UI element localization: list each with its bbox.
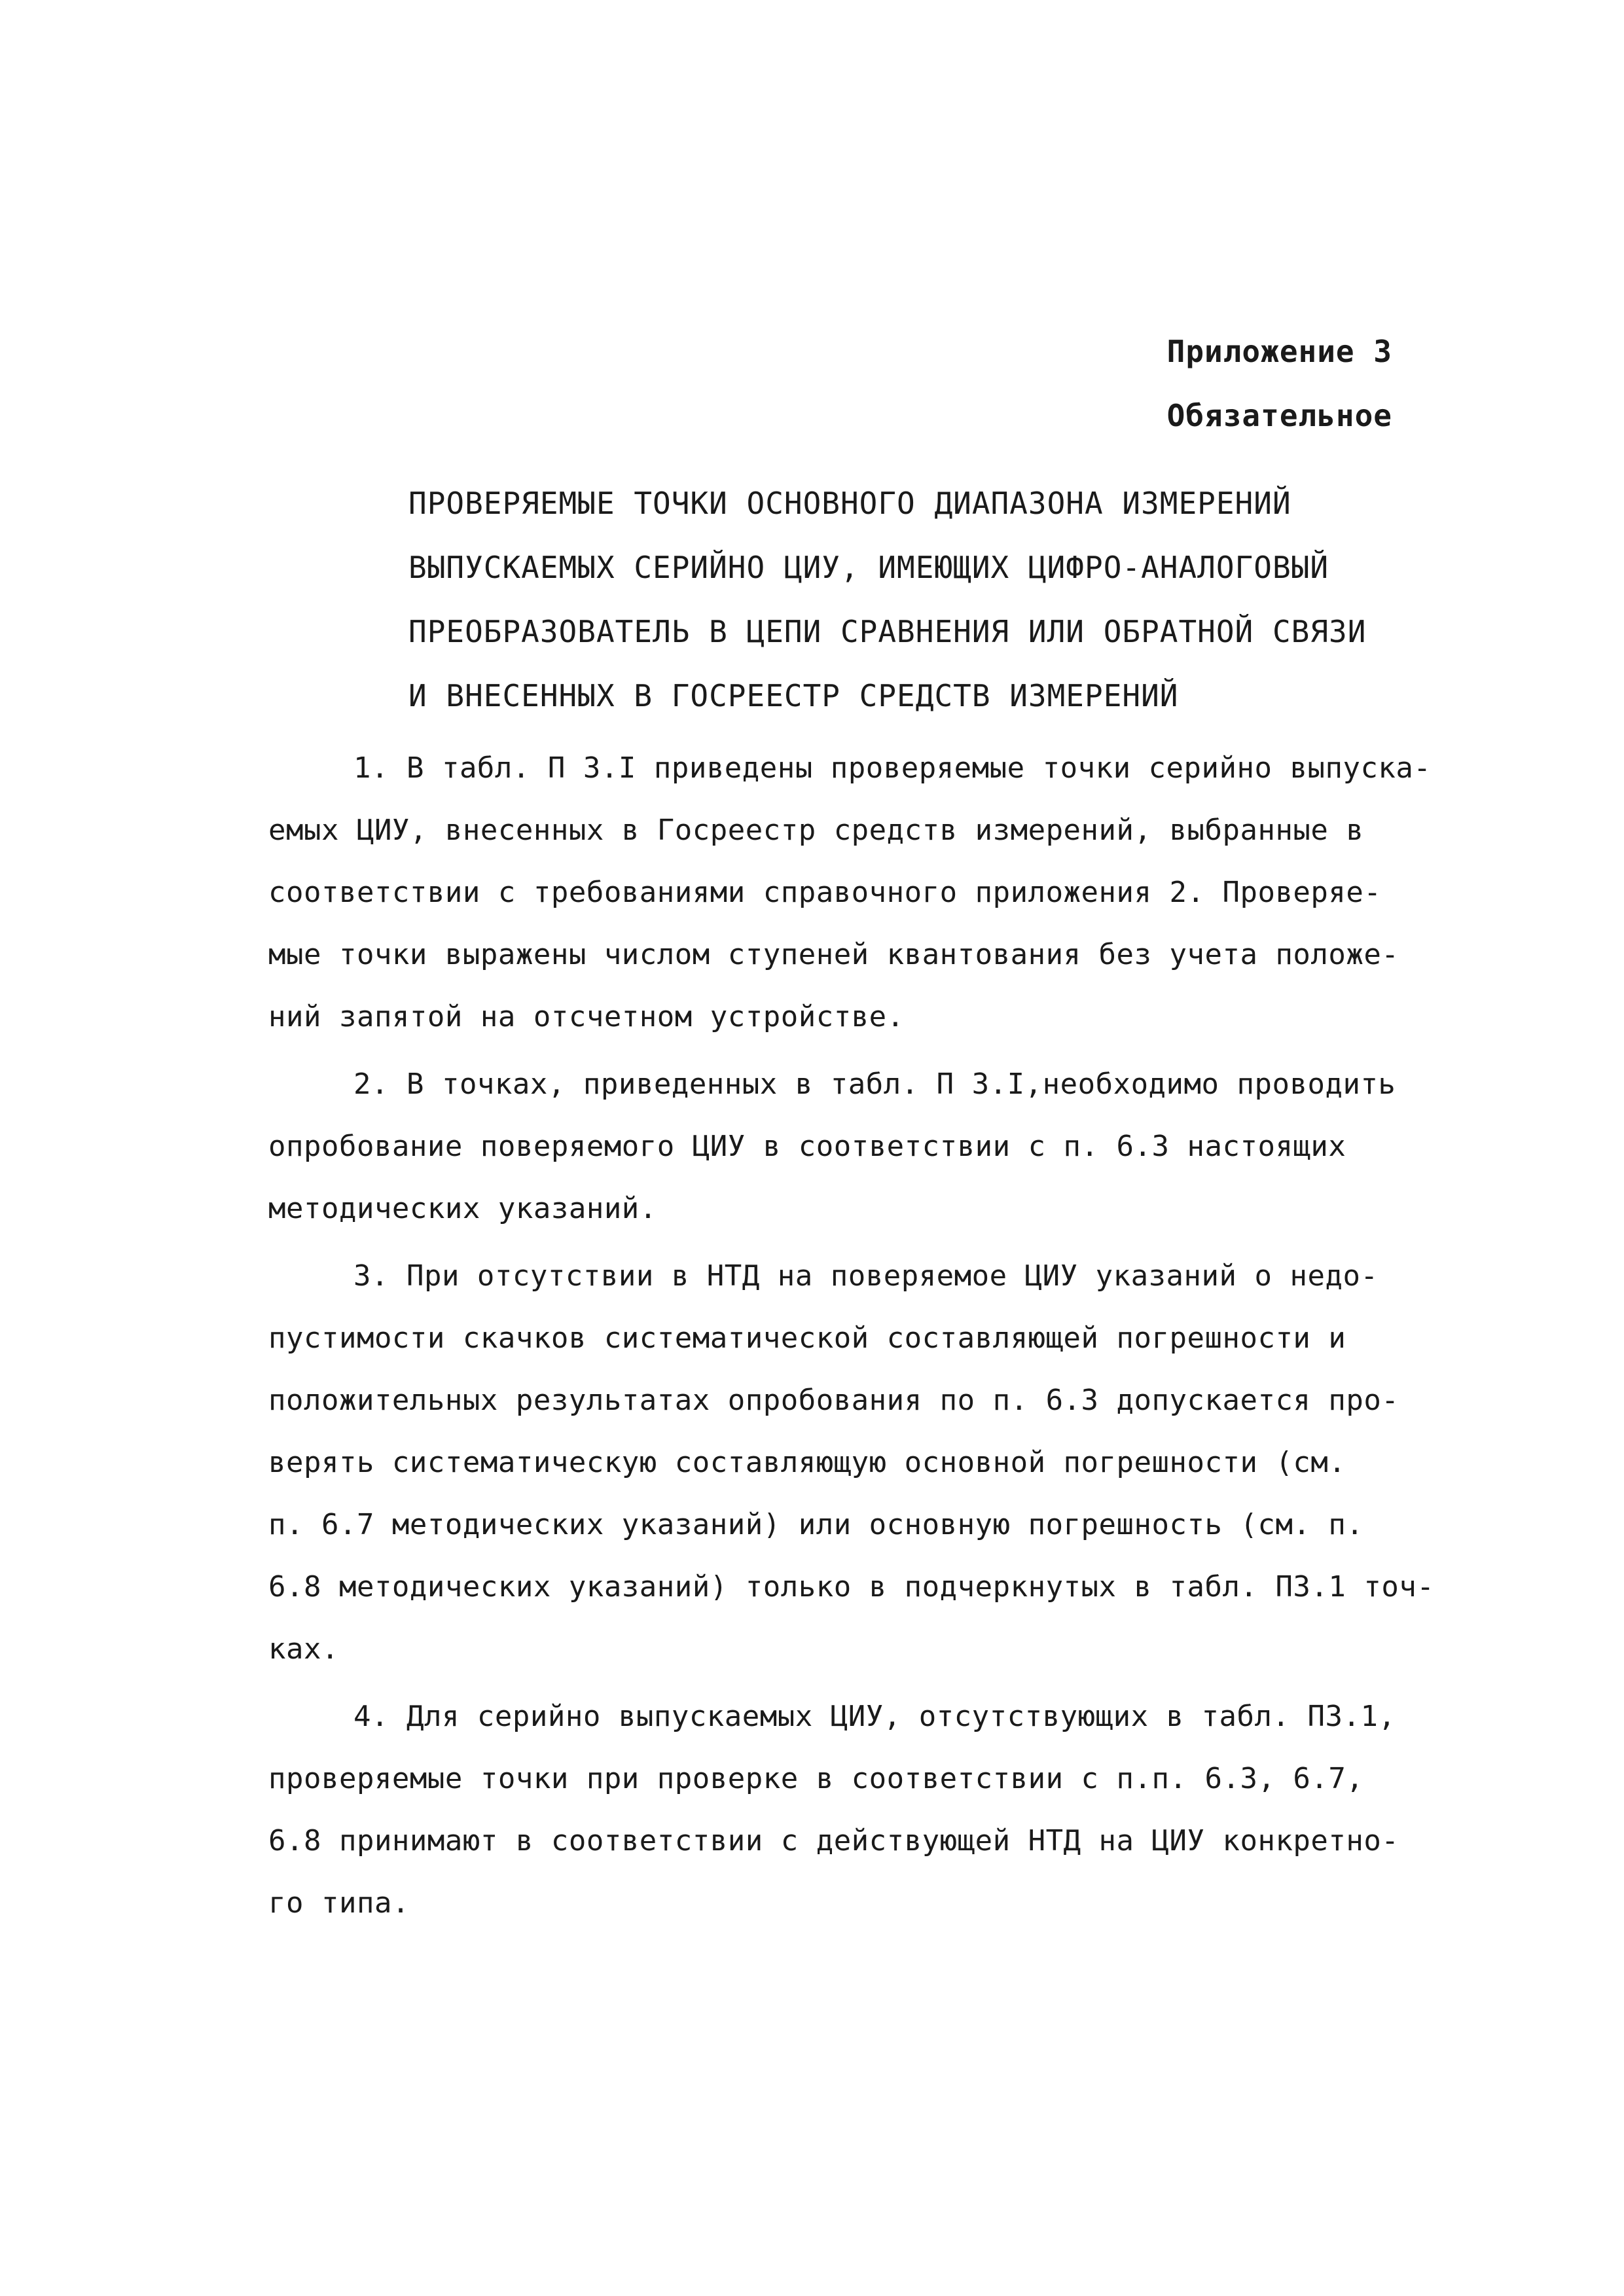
text-line: положительных результатах опробования по п. 6.3 допускается про- bbox=[268, 1384, 1399, 1417]
text-line: ках. bbox=[268, 1632, 339, 1666]
paragraph-2 bbox=[268, 1053, 1447, 1240]
document-title bbox=[408, 471, 1390, 728]
text-line: 3. При отсутствии в НТД на поверяемое ЦИУ указаний о недо- bbox=[353, 1259, 1379, 1293]
title-line: И ВНЕСЕННЫХ В ГОСРЕЕСТР СРЕДСТВ ИЗМЕРЕНИЙ bbox=[408, 678, 1179, 713]
title-line: ПРЕОБРАЗОВАТЕЛЬ В ЦЕПИ СРАВНЕНИЯ ИЛИ ОБРАТНОЙ СВЯЗИ bbox=[408, 614, 1367, 649]
text-line: соответствии с требованиями справочного приложения 2. Проверяе- bbox=[268, 876, 1382, 909]
text-line: го типа. bbox=[268, 1886, 410, 1920]
paragraph-3 bbox=[268, 1245, 1447, 1680]
text-line: 6.8 методических указаний) только в подчеркнутых в табл. П3.1 точ- bbox=[268, 1570, 1435, 1604]
text-line: методических указаний. bbox=[268, 1192, 657, 1225]
text-line: 1. В табл. П 3.I приведены проверяемые точки серийно выпуска- bbox=[353, 751, 1432, 785]
body-text bbox=[268, 737, 1447, 1934]
text-line: п. 6.7 методических указаний) или основную погрешность (см. п. bbox=[268, 1508, 1364, 1541]
text-line: пустимости скачков систематической составляющей погрешности и bbox=[268, 1321, 1346, 1355]
text-line: опробование поверяемого ЦИУ в соответствии с п. 6.3 настоящих bbox=[268, 1130, 1346, 1163]
text-line: 6.8 принимают в соответствии с действующей НТД на ЦИУ конкретно- bbox=[268, 1824, 1399, 1857]
paragraph-1 bbox=[268, 737, 1447, 1048]
text-line: проверяемые точки при проверке в соответствии с п.п. 6.3, 6.7, bbox=[268, 1762, 1364, 1795]
paragraph-4 bbox=[268, 1685, 1447, 1934]
text-line: ний запятой на отсчетном устройстве. bbox=[268, 1000, 905, 1033]
text-line: верять систематическую составляющую основной погрешности (см. bbox=[268, 1446, 1346, 1479]
text-line: емых ЦИУ, внесенных в Госреестр средств измерений, выбранные в bbox=[268, 814, 1364, 847]
text-line: 4. Для серийно выпускаемых ЦИУ, отсутствующих в табл. П3.1, bbox=[353, 1700, 1396, 1733]
appendix-header bbox=[1167, 319, 1392, 448]
title-line: ПРОВЕРЯЕМЫЕ ТОЧКИ ОСНОВНОГО ДИАПАЗОНА ИЗМЕРЕНИЙ bbox=[408, 486, 1291, 521]
text-line: мые точки выражены числом ступеней квантования без учета положе- bbox=[268, 938, 1399, 971]
title-line: ВЫПУСКАЕМЫХ СЕРИЙНО ЦИУ, ИМЕЮЩИХ ЦИФРО-АНАЛОГОВЫЙ bbox=[408, 550, 1329, 585]
appendix-number: Приложение 3 bbox=[1166, 334, 1392, 369]
appendix-status: Обязательное bbox=[1166, 398, 1392, 433]
text-line: 2. В точках, приведенных в табл. П 3.I,необходимо проводить bbox=[353, 1067, 1396, 1101]
